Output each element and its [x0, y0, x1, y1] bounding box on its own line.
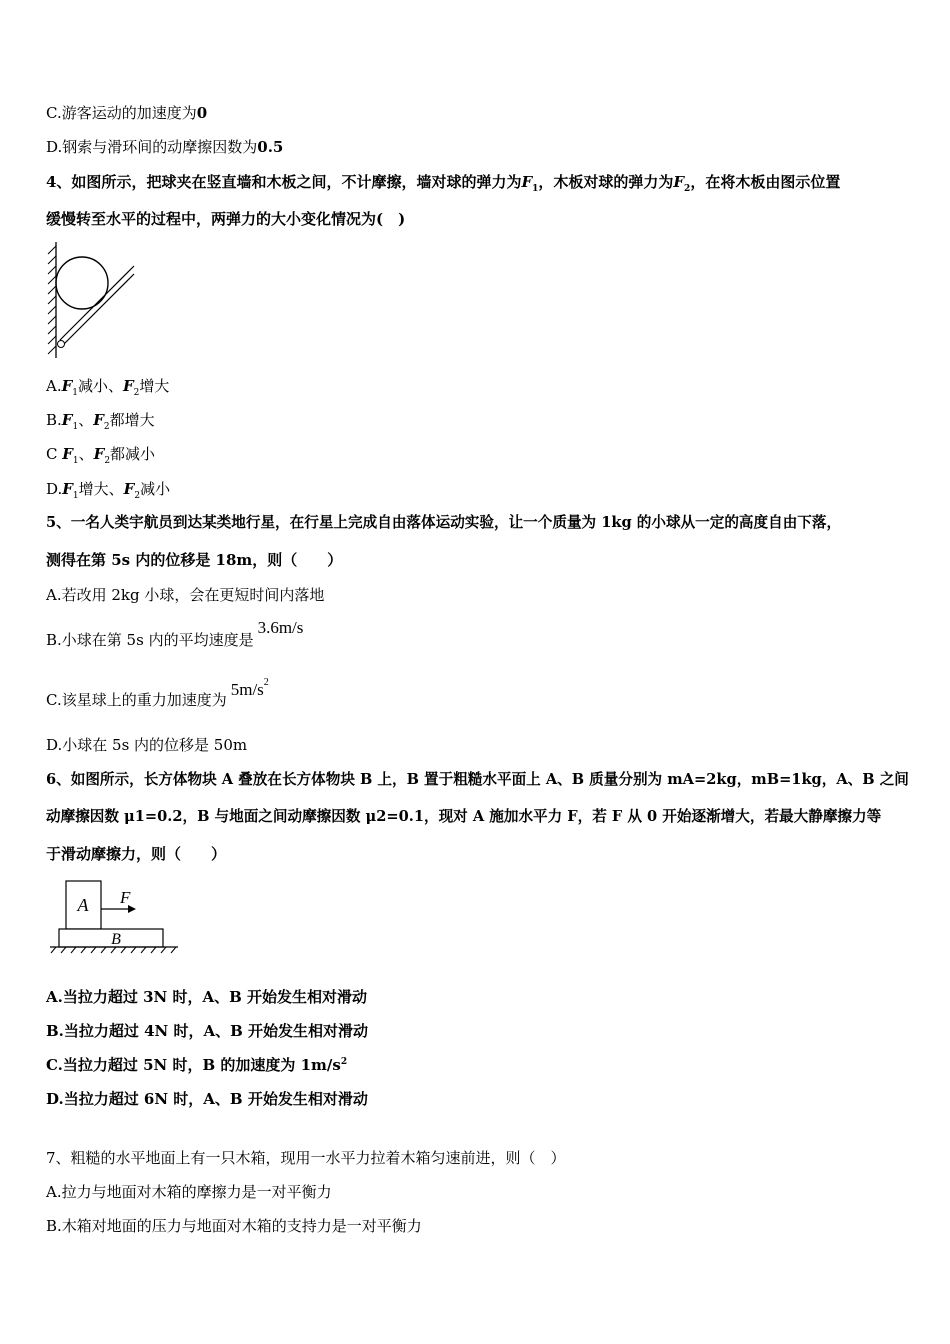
q6-stem-line2: 动摩擦因数 μ1=0.2，B 与地面之间动摩擦因数 μ2=0.1，现对 A 施加水平力 F，若 F 从 0 开始逐渐增大，若最大静摩擦力等: [46, 808, 882, 825]
q4-stem-line2: 缓慢转至水平的过程中，两弹力的大小变化情况为( ): [46, 210, 406, 228]
q4-option-c: C $F_1$、$F_2$都减小: [46, 445, 156, 466]
q6-option-d: D.当拉力超过 6N 时，A、B 开始发生相对滑动: [46, 1090, 368, 1108]
svg-text:B: B: [111, 931, 121, 948]
q6-stem-line3: 于滑动摩擦力，则（ ）: [46, 845, 227, 863]
q5-stem-line1: 5、一名人类宇航员到达某类地行星，在行星上完成自由落体运动实验，让一个质量为 1kg 的小球从一定的高度自由下落，: [46, 514, 842, 531]
q3-option-c: C.游客运动的加速度为0: [46, 104, 208, 122]
q7-stem: 7、粗糙的水平地面上有一只木箱，现用一水平力拉着木箱匀速前进，则（ ）: [46, 1149, 566, 1167]
q7-option-a: A.拉力与地面对木箱的摩擦力是一对平衡力: [46, 1183, 332, 1201]
q5-stem-line2: 测得在第 5s 内的位移是 18m，则（ ）: [46, 551, 343, 569]
q3-option-d: D.钢索与滑环间的动摩擦因数为0.5: [46, 138, 284, 156]
q6-blocks-figure: [48, 876, 184, 958]
q7-option-b: B.木箱对地面的压力与地面对木箱的支持力是一对平衡力: [46, 1217, 422, 1235]
q6-option-a: A.当拉力超过 3N 时，A、B 开始发生相对滑动: [46, 988, 367, 1006]
q6-stem-line1: 6、如图所示，长方体物块 A 叠放在长方体物块 B 上，B 置于粗糙水平面上 A、B 质量分别为 mA=2kg，mB=1kg，A、B 之间: [46, 771, 909, 788]
q4-option-b: $B.F_1$、$F_2$都增大: [46, 411, 155, 432]
q5-option-c: C.该星球上的重力加速度为$5m/s^2$: [46, 677, 269, 709]
svg-text:F: F: [120, 888, 131, 907]
q4-option-d: $D.F_1$增大、$F_2$减小: [46, 480, 171, 501]
q6-option-c: C.当拉力超过 5N 时，B 的加速度为 $1m/s^2$: [46, 1056, 348, 1074]
q5-option-a: A.若改用 2kg 小球，会在更短时间内落地: [46, 586, 325, 604]
q5-option-d: D.小球在 5s 内的位移是 50m: [46, 736, 248, 754]
q4-option-a: $A.F_1$减小、$F_2$增大: [46, 377, 170, 398]
q6-option-b: B.当拉力超过 4N 时，A、B 开始发生相对滑动: [46, 1022, 369, 1040]
svg-text:A: A: [77, 895, 89, 915]
q4-stem-line1: 4、如图所示，把球夹在竖直墙和木板之间，不计摩擦，墙对球的弹力为$F_1$，木板对球的弹力为$F_2$，在将木板由图示位置: [46, 173, 841, 194]
q4-ball-wall-figure: [42, 240, 138, 362]
q5-option-b: B.小球在第 5s 内的平均速度是3.6m/s: [46, 618, 304, 649]
